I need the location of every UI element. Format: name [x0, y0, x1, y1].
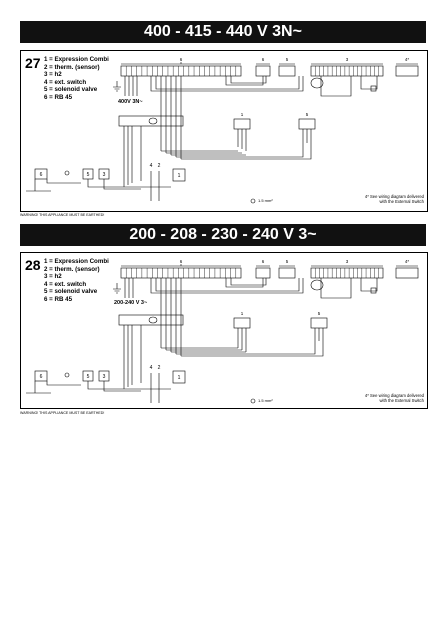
terminal-group-3-label: 3 [345, 57, 349, 62]
voltage-label: 400V 3N~ [118, 99, 143, 105]
earth-warning: WARNING! THIS APPLIANCE MUST BE EARTHED! [20, 411, 105, 415]
terminal-group-5b-label: 5 [305, 112, 309, 117]
note-line: 4* See wiring diagram delivered [364, 194, 424, 199]
section-2-banner: 200 - 208 - 230 - 240 V 3~ [20, 224, 426, 246]
figure-number: 27 [25, 55, 41, 71]
legend-item: 3 = h2 [44, 273, 62, 280]
expression-combi-label: 1 [177, 173, 181, 179]
terminal-block-4star [396, 66, 418, 76]
legend-item: 4 = ext. switch [44, 280, 87, 288]
earth-icon [113, 81, 121, 91]
terminal-block-6 [256, 66, 270, 76]
section-1-banner: 400 - 415 - 440 V 3N~ [20, 21, 426, 43]
cable-icon [251, 199, 255, 203]
legend-item: 2 = therm. (sensor) [44, 265, 100, 273]
legend-item: 3 = h2 [44, 71, 62, 78]
legend-item: 5 = solenoid valve [44, 86, 98, 93]
cable-icon [251, 399, 255, 403]
legend-item: 2 = therm. (sensor) [44, 63, 100, 71]
note-line: with the External Switch [379, 398, 424, 403]
terminal-group-4star-label: 4* [404, 259, 410, 264]
wiring-note [365, 194, 424, 204]
wiring-diagram [21, 253, 427, 408]
h2-label: 3 [102, 374, 106, 380]
cable-size: 1.5 mm² [258, 198, 273, 203]
main-terminal-block [121, 66, 241, 76]
thermostat-label: 2 [157, 365, 161, 371]
earth-warning: WARNING! THIS APPLIANCE MUST BE EARTHED! [20, 213, 105, 217]
terminal-block-1 [234, 119, 250, 129]
legend-item: 6 = RB 45 [44, 93, 73, 101]
legend-item: 5 = solenoid valve [44, 288, 98, 295]
figure-number: 28 [25, 257, 41, 273]
terminal-block-5 [279, 66, 295, 76]
terminal-group-6-label: 6 [261, 259, 265, 264]
legend-item: 1 = Expression Combi [44, 258, 109, 265]
terminal-dividers [126, 66, 379, 76]
solenoid-label: 5 [86, 172, 90, 178]
terminal-group-1-label: 6 [179, 259, 183, 264]
terminal-group-4star-label: 4* [404, 57, 410, 62]
terminal-group-5-label: 5 [285, 259, 289, 264]
earth-icon [113, 283, 121, 293]
cable-size: 1.5 mm² [258, 398, 273, 403]
thermostat-label: 2 [157, 163, 161, 169]
rb45-label: 6 [39, 172, 43, 178]
ext-switch-label: 4 [149, 163, 153, 169]
terminal-group-1-label: 6 [179, 57, 183, 62]
terminal-group-1b-label: 1 [240, 311, 244, 316]
wiring-panel-1 [20, 50, 428, 212]
legend-item: 6 = RB 45 [44, 295, 73, 303]
legend-item: 4 = ext. switch [44, 78, 87, 86]
terminal-group-3-label: 3 [345, 259, 349, 264]
terminal-group-5b-label: 5 [317, 311, 321, 316]
solenoid-label: 5 [86, 374, 90, 380]
legend-item: 1 = Expression Combi [44, 56, 109, 63]
terminal-group-5-label: 5 [285, 57, 289, 62]
h2-label: 3 [102, 172, 106, 178]
voltage-label: 200-240 V 3~ [114, 300, 148, 306]
wiring-diagram [21, 51, 427, 211]
terminal-block-5b [299, 119, 315, 129]
note-line: 4* See wiring diagram delivered [364, 393, 424, 398]
note-line: with the External Switch [379, 199, 424, 204]
terminal-dividers [126, 268, 379, 278]
terminal-group-6-label: 6 [261, 57, 265, 62]
wiring-panel-2 [20, 252, 428, 409]
expression-combi-label: 1 [177, 375, 181, 381]
ext-switch-label: 4 [149, 365, 153, 371]
terminal-block-3 [311, 66, 383, 76]
wiring-note [365, 393, 424, 403]
terminal-group-1b-label: 1 [240, 112, 244, 117]
rb45-label: 6 [39, 374, 43, 380]
lower-terminal-block [119, 116, 183, 126]
